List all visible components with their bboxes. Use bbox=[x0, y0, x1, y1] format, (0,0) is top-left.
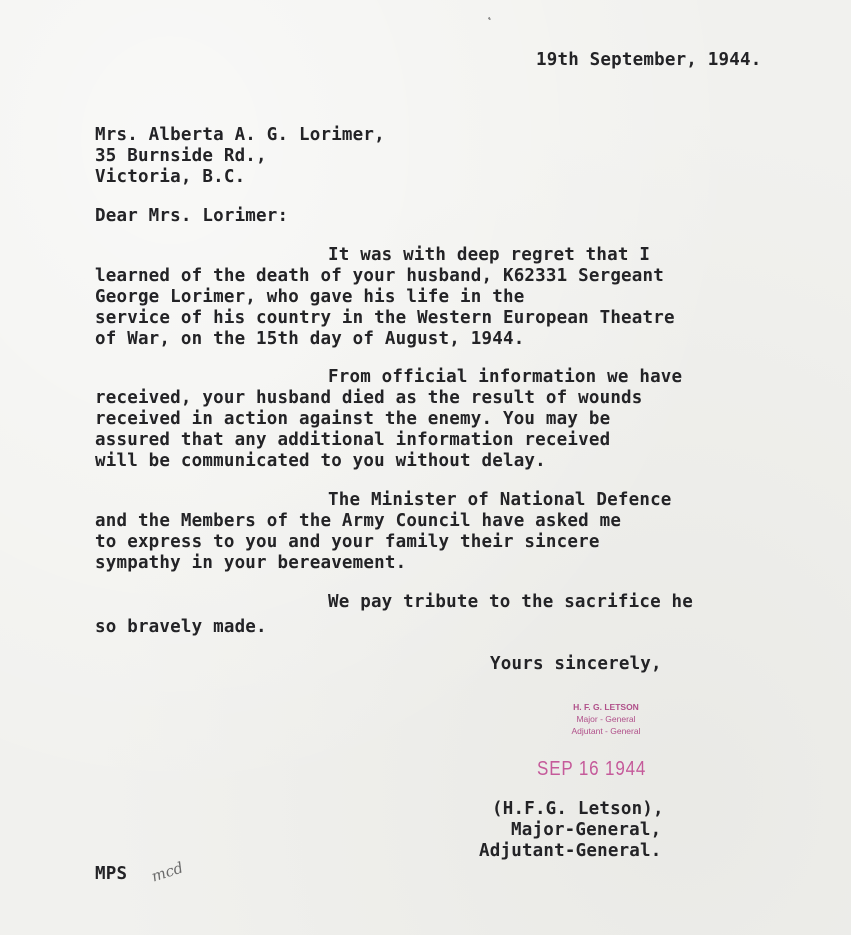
stamp-name: H. F. G. LETSON bbox=[573, 702, 639, 712]
stamp-title: Adjutant - General bbox=[571, 726, 641, 736]
received-date-stamp: SEP 16 1944 bbox=[537, 758, 647, 780]
recipient-city: Victoria, B.C. bbox=[95, 167, 246, 187]
stamp-rank: Major - General bbox=[576, 714, 636, 724]
signatory-title: Adjutant-General. bbox=[479, 841, 662, 861]
paragraph-3-line-3: to express to you and your family their sincere bbox=[95, 532, 600, 552]
paragraph-3-line-4: sympathy in your bereavement. bbox=[95, 553, 407, 573]
salutation: Dear Mrs. Lorimer: bbox=[95, 206, 289, 226]
paragraph-3-line-2: and the Members of the Army Council have asked me bbox=[95, 511, 622, 531]
recipient-name: Mrs. Alberta A. G. Lorimer, bbox=[95, 125, 385, 145]
recipient-street: 35 Burnside Rd., bbox=[95, 146, 267, 166]
signatory-rank: Major-General, bbox=[511, 820, 662, 840]
paragraph-4-line-1: We pay tribute to the sacrifice he bbox=[328, 592, 694, 612]
paragraph-2-line-3: received in action against the enemy. You may be bbox=[95, 409, 611, 429]
paragraph-3-line-1: The Minister of National Defence bbox=[328, 490, 672, 510]
paragraph-1-line-4: service of his country in the Western European Theatre bbox=[95, 308, 675, 328]
paragraph-1-line-3: George Lorimer, who gave his life in the bbox=[95, 287, 525, 307]
paper-speck: ˛ bbox=[486, 6, 494, 20]
paragraph-1-line-5: of War, on the 15th day of August, 1944. bbox=[95, 329, 525, 349]
paragraph-1-line-2: learned of the death of your husband, K62331 Sergeant bbox=[95, 266, 665, 286]
paragraph-2-line-5: will be communicated to you without delay. bbox=[95, 451, 546, 471]
signatory-name: (H.F.G. Letson), bbox=[492, 799, 664, 819]
paragraph-2-line-1: From official information we have bbox=[328, 367, 683, 387]
paragraph-2-line-2: received, your husband died as the result of wounds bbox=[95, 388, 643, 408]
paragraph-1-line-1: It was with deep regret that I bbox=[328, 245, 651, 265]
handwritten-initials: mcd bbox=[149, 858, 186, 886]
paragraph-2-line-4: assured that any additional information received bbox=[95, 430, 611, 450]
letter-date: 19th September, 1944. bbox=[536, 50, 762, 70]
reference-initials: MPS bbox=[95, 864, 128, 884]
paragraph-4-line-2: so bravely made. bbox=[95, 617, 267, 637]
closing: Yours sincerely, bbox=[490, 654, 662, 674]
